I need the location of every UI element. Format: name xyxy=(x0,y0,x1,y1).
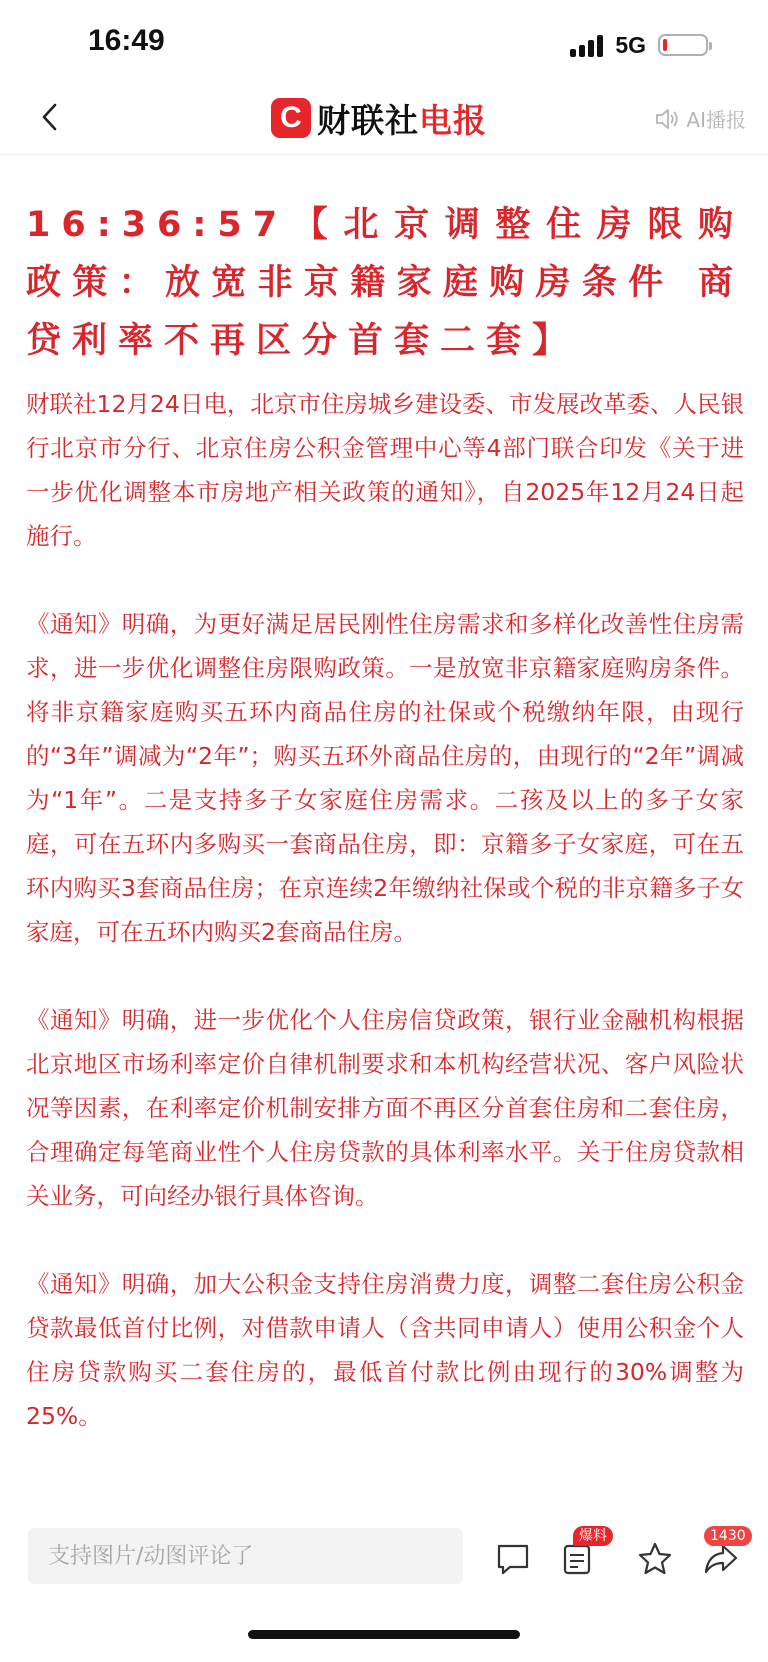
article xyxy=(26,196,744,1504)
speaker-icon xyxy=(654,106,680,132)
article-paragraph: 财联社12月24日电，北京市住房城乡建设委、市发展改革委、人民银行北京市分行、北京住房公积金管理中心等4部门联合印发《关于进一步优化调整本市房地产相关政策的通知》，自2025年12月24日起施行。 xyxy=(26,390,744,550)
ai-play-label: AI播报 xyxy=(686,108,746,132)
star-icon[interactable] xyxy=(636,1540,674,1578)
article-headline: 16:36:57【北京调整住房限购政策：放宽非京籍家庭购房条件 商贷利率不再区分首套二套】 xyxy=(26,205,744,361)
cellular-signal-icon xyxy=(570,33,603,57)
chevron-left-icon[interactable] xyxy=(34,102,64,132)
app-logo xyxy=(271,96,487,140)
battery-level xyxy=(663,39,667,51)
logo-text-black: 财联社 xyxy=(317,100,419,140)
ai-play-button[interactable] xyxy=(654,104,746,133)
logo-text xyxy=(317,95,487,142)
status-time: 16:49 xyxy=(88,24,165,57)
share-count-badge: 1430 xyxy=(704,1526,752,1546)
status-indicators xyxy=(570,30,708,60)
article-paragraph: 《通知》明确，加大公积金支持住房消费力度，调整二套住房公积金贷款最低首付比例，对借款申请人（含共同申请人）使用公积金个人住房贷款购买二套住房的，最低首付款比例由现行的30%调整为25%。 xyxy=(26,1270,744,1430)
home-indicator[interactable] xyxy=(248,1630,520,1639)
article-paragraph: 《通知》明确，为更好满足居民刚性住房需求和多样化改善性住房需求，进一步优化调整住房限购政策。一是放宽非京籍家庭购房条件。将非京籍家庭购买五环内商品住房的社保或个税缴纳年限，由现行的“3年”调减为“2年”；购买五环外商品住房的，由现行的“2年”调减为“1年”。二是支持多子女家庭住房需求。二孩及以上的多子女家庭，可在五环内多购买一套商品住房，即：京籍多子女家庭，可在五环内购买3套商品住房；在京连续2年缴纳社保或个税的非京籍多子女家庭，可在五环内购买2套商品住房。 xyxy=(26,610,744,946)
status-bar xyxy=(0,0,768,92)
article-paragraph: 《通知》明确，进一步优化个人住房信贷政策，银行业金融机构根据北京地区市场利率定价自律机制要求和本机构经营状况、客户风险状况等因素，在利率定价机制安排方面不再区分首套住房和二套住房，合理确定每笔商业性个人住房贷款的具体利率水平。关于住房贷款相关业务，可向经办银行具体咨询。 xyxy=(26,1006,744,1210)
logo-c-icon: C xyxy=(271,98,311,138)
nav-header xyxy=(0,82,768,155)
bottom-action-bar xyxy=(0,1504,768,1662)
comment-icon[interactable] xyxy=(494,1540,532,1578)
battery-icon xyxy=(658,34,708,56)
baoliao-badge: 爆料 xyxy=(573,1526,613,1546)
logo-text-red: 电报 xyxy=(419,100,487,140)
network-type: 5G xyxy=(615,31,646,58)
comment-input[interactable] xyxy=(28,1528,463,1584)
